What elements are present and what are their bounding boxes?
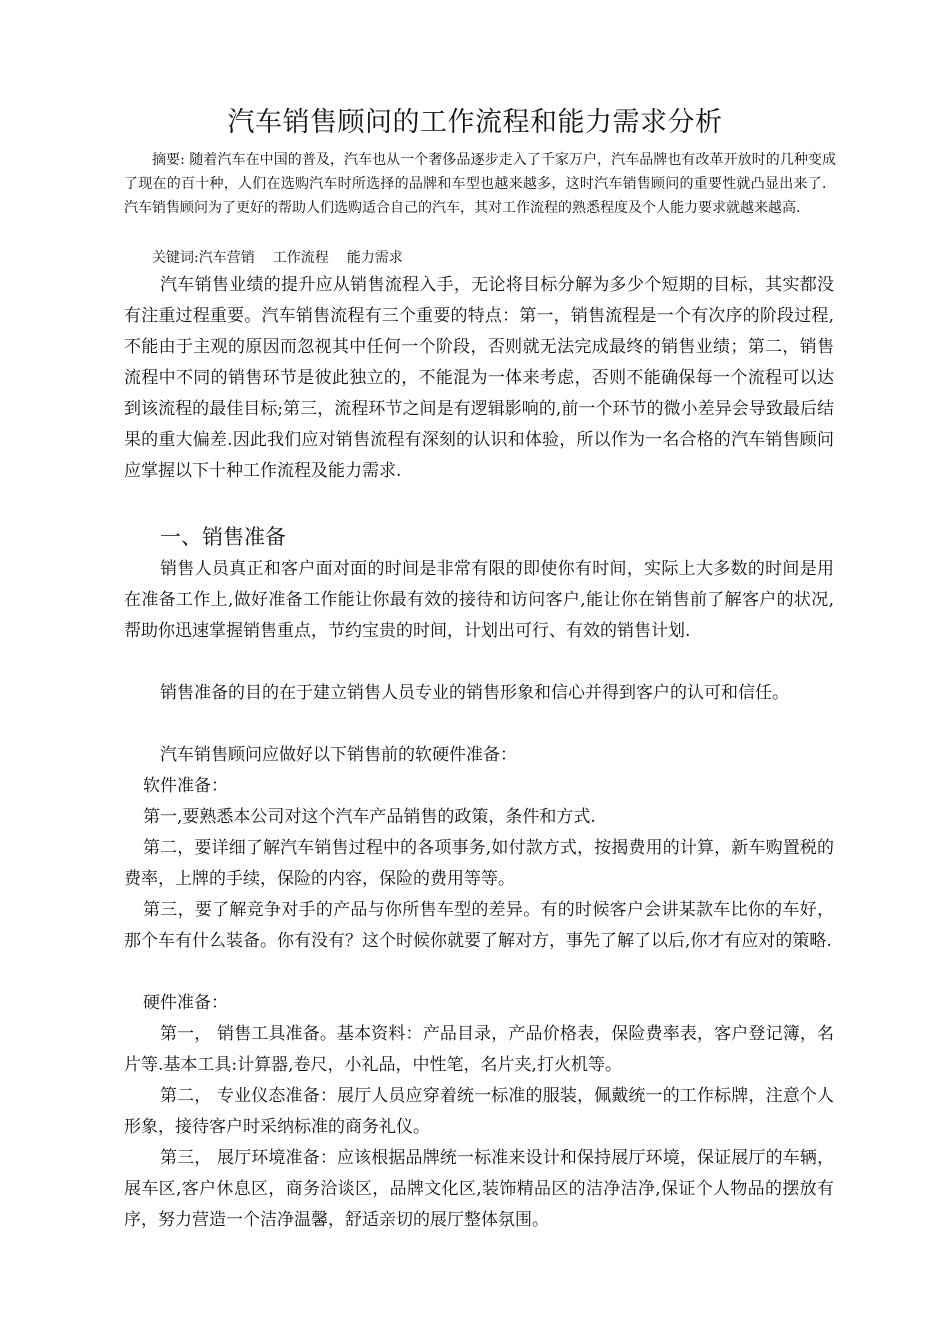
keyword-item: 能力需求 [346, 250, 403, 266]
subheading-software: 软件准备： [143, 776, 228, 796]
body-paragraph: 汽车销售顾问应做好以下销售前的软硬件准备： [160, 745, 517, 765]
document-title: 汽车销售顾问的工作流程和能力需求分析 [227, 107, 723, 138]
keywords-label: 关键词: [152, 250, 199, 266]
list-item: 第一， 销售工具准备。基本资料：产品目录，产品价格表，保险费率表，客户登记簿，名片等.基本工具:计算器,卷尺，小礼品，中性笔，名片夹,打火机等。 [124, 1024, 834, 1075]
list-item: 第二， 专业仪态准备：展厅人员应穿着统一标准的服装，佩戴统一的工作标牌，注意个人形象，接待客户时采纳标准的商务礼仪。 [124, 1086, 834, 1137]
list-item: 第二，要详细了解汽车销售过程中的各项事务,如付款方式，按揭费用的计算，新车购置税的费率，上牌的手续，保险的内容，保险的费用等等。 [124, 838, 834, 889]
keyword-item: 工作流程 [272, 250, 329, 266]
list-item: 第一,要熟悉本公司对这个汽车产品销售的政策，条件和方式. [143, 807, 596, 827]
section-heading: 一、销售准备 [160, 525, 286, 549]
subheading-hardware: 硬件准备： [143, 993, 228, 1013]
keywords-line [124, 246, 864, 270]
list-item: 第三， 展厅环境准备：应该根据品牌统一标准来设计和保持展厅环境，保证展厅的车辆，展车区,客户休息区，商务洽谈区，品牌文化区,装饰精品区的洁净洁净,保证个人物品的摆放有序，努力营造一个洁净温馨，舒适亲切的展厅整体氛围。 [124, 1148, 834, 1230]
list-item: 第三，要了解竞争对手的产品与你所售车型的差异。有的时候客户会讲某款车比你的车好，那个车有什么装备。你有没有？这个时候你就要了解对方，事先了解了以后,你才有应对的策略. [124, 900, 834, 951]
body-paragraph: 销售人员真正和客户面对面的时间是非常有限的即使你有时间，实际上大多数的时间是用在准备工作上,做好准备工作能让你最有效的接待和访问客户,能让你在销售前了解客户的状况,帮助你迅速掌握销售重点，节约宝贵的时间，计划出可行、有效的销售计划. [124, 559, 834, 641]
body-paragraph: 销售准备的目的在于建立销售人员专业的销售形象和信心并得到客户的认可和信任。 [160, 683, 789, 703]
intro-paragraph: 汽车销售业绩的提升应从销售流程入手，无论将目标分解为多少个短期的目标，其实都没有注重过程重要。汽车销售流程有三个重要的特点：第一，销售流程是一个有次序的阶段过程,不能由于主观的原因而忽视其中任何一个阶段，否则就无法完成最终的销售业绩；第二，销售流程中不同的销售环节是彼此独立的，不能混为一体来考虑，否则不能确保每一个流程可以达到该流程的最佳目标;第三，流程环节之间是有逻辑影响的,前一个环节的微小差异会导致最后结果的重大偏差.因此我们应对销售流程有深刻的认识和体验，所以作为一名合格的汽车销售顾问应掌握以下十种工作流程及能力需求. [124, 275, 834, 481]
keyword-item: 汽车营销 [198, 250, 255, 266]
abstract-text: 摘要: 随着汽车在中国的普及，汽车也从一个奢侈品逐步走入了千家万户，汽车品牌也有改革开放时的几种变成了现在的百十种，人们在选购汽车时所选择的品牌和车型也越来越多，这时汽车销售顾问的重要性就凸显出来了．汽车销售顾问为了更好的帮助人们选购适合自己的汽车，其对工作流程的熟悉程度及个人能力要求就越来越高. [124, 152, 836, 216]
abstract-block [124, 148, 836, 220]
